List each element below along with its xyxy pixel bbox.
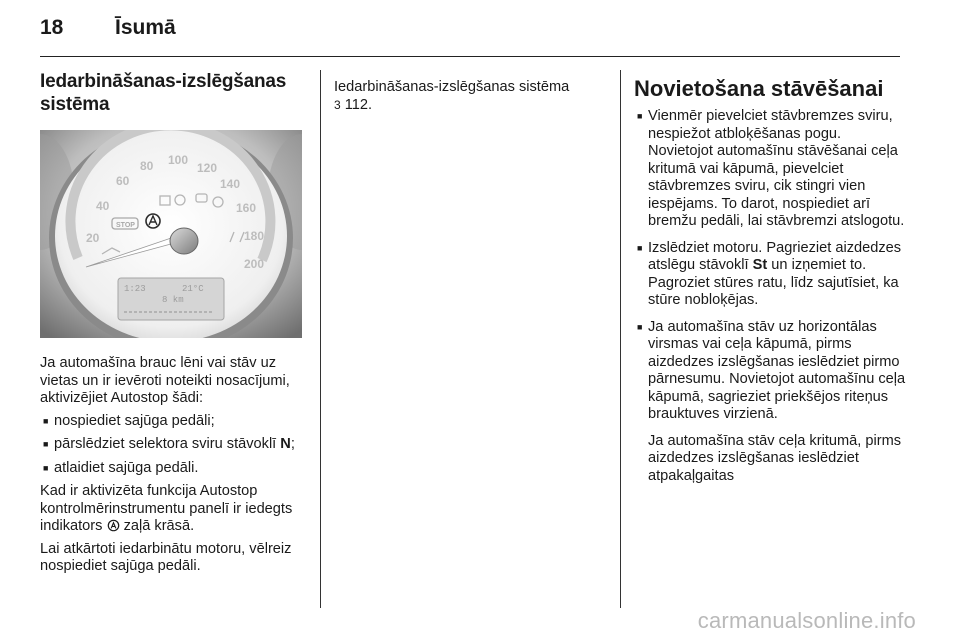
bullet-square-icon: ■	[637, 242, 643, 253]
gauge-number: 200	[244, 257, 265, 271]
column-divider	[320, 70, 321, 608]
column-divider	[620, 70, 621, 608]
bullet-square-icon: ■	[43, 439, 49, 449]
cross-reference[interactable]: Iedarbināšanas-izslēgšanas sistēma 3 112.	[334, 79, 570, 113]
display-time: 1:23	[124, 284, 146, 294]
downhill-parking-para: Ja automašīna stāv ceļa kritumā, pirms aizdedzes izslēgšanas ieslēdziet atpakaļgaitas	[648, 432, 902, 484]
list-item: ■ Izslēdziet motoru. Pagrieziet aizdedzes atslēgu stāvoklī St un izņemiet to. Pagroziet stūres ratu, līdz sajutīsiet, ka stūre nobloķējas.	[634, 240, 906, 310]
bullet-square-icon: ■	[637, 321, 643, 332]
bullet-square-icon: ■	[43, 462, 49, 473]
watermark: carmanualsonline.info	[697, 608, 916, 633]
instrument-cluster-image	[40, 130, 302, 338]
list-item: ■ nospiediet sajūga pedāli;	[40, 413, 310, 431]
section-title: Īsumā	[115, 16, 176, 39]
gauge-number: 40	[96, 199, 110, 213]
list-item: ■ pārslēdziet selektora sviru stāvoklī N;	[40, 436, 310, 454]
gauge-number: 60	[116, 174, 130, 188]
bullet-square-icon: ■	[637, 111, 643, 121]
autostop-intro: Ja automašīna brauc lēni vai stāv uz vietas un ir ievēroti noteikti nosacījumi, aktivizējiet Autostop šādi:	[40, 355, 290, 406]
gauge-number: 120	[197, 161, 218, 175]
restart-engine-para: Lai atkārtoti iedarbinātu motoru, vēlreiz nospiediet sajūga pedāli.	[40, 540, 292, 574]
gauge-number: 140	[220, 177, 241, 191]
autostop-heading: Iedarbināšanas-izslēgšanas sistēma	[40, 71, 287, 115]
gauge-number: 160	[236, 201, 257, 215]
autostop-indicator-para: Kad ir aktivizēta funkcija Autostop kontrolmērinstrumentu panelī ir iedegts indikators zaļā krāsā.	[40, 483, 293, 534]
list-item: ■ atlaidiet sajūga pedāli.	[40, 460, 310, 478]
column-1	[40, 70, 310, 581]
list-item: ■ Vienmēr pievelciet stāvbremzes sviru, nespiežot atbloķēšanas pogu. Novietojot automašīnu stāvēšanai ceļa kritumā vai kāpumā, pievelciet stāvbremzes sviru, cik stingri vien iespējams. To darot, nospiediet arī bremžu pedāli, lai stāvbremzi atslogotu.	[634, 108, 906, 231]
stop-indicator-label: STOP	[116, 222, 135, 229]
gauge-number: 100	[168, 153, 189, 167]
gauge-number: 20	[86, 231, 100, 245]
gauge-number: 80	[140, 159, 154, 173]
page-header	[40, 16, 176, 50]
display-temp: 21°C	[182, 284, 204, 294]
reference-arrow-icon: 3	[334, 97, 341, 112]
gauge-number: 180	[244, 229, 265, 243]
list-item: ■ Ja automašīna stāv uz horizontālas virsmas vai ceļa kāpumā, pirms aizdedzes izslēgšanas ieslēdziet pirmo pārnesumu. Novietojot automašīnu ceļa kāpumā, sagrieziet priekšējos riteņus brauktuves virzienā.	[634, 319, 906, 424]
parking-heading: Novietošana stāvēšanai	[634, 76, 884, 101]
header-rule	[40, 56, 900, 57]
bullet-square-icon: ■	[43, 415, 49, 426]
display-distance: 8 km	[162, 295, 184, 305]
column-3	[634, 76, 906, 485]
column-2	[334, 79, 606, 114]
page-number: 18	[40, 16, 64, 39]
autostop-indicator-icon	[107, 519, 120, 532]
